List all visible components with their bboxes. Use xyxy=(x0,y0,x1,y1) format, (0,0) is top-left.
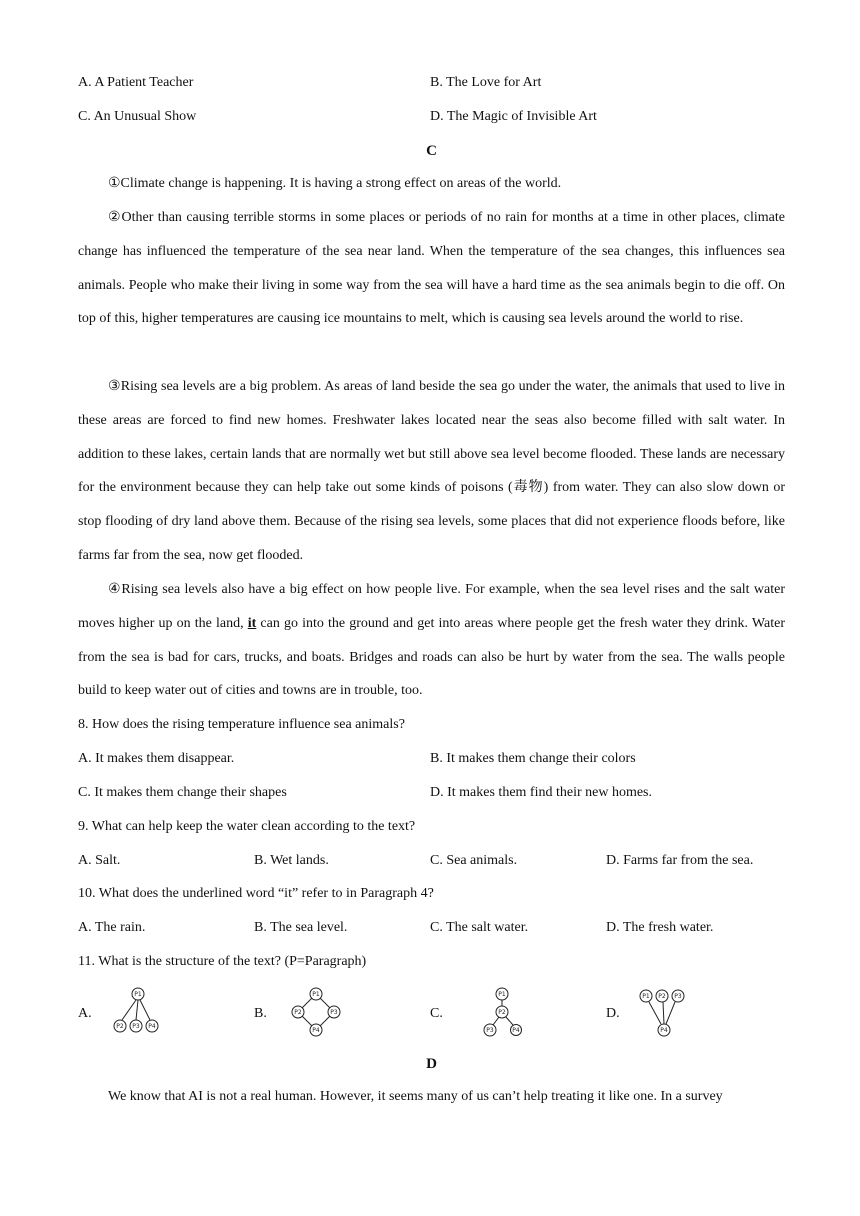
q8-option-c: C. It makes them change their shapes xyxy=(78,785,287,800)
q9-option-c: C. Sea animals. xyxy=(430,853,518,868)
q11-option-a-label: A. xyxy=(78,1006,92,1021)
svg-text:P1: P1 xyxy=(312,991,320,998)
paragraph-4-start: ④Rising sea levels also have a big effect on how people live. For example, when the sea level rises and the salt water moves higher up on the land, xyxy=(78,582,785,631)
prev-options-row-1 xyxy=(78,73,785,93)
svg-text:P3: P3 xyxy=(674,993,682,1000)
section-c-paragraph-2: ②Other than causing terrible storms in some places or periods of no rain for months at a time in other places, climate change has influenced the temperature of the sea near land. When the temperature of the sea changes, this influences sea animals. People who make their living in some way from the sea will have a hard time as the sea animals begin to die off. On top of this, higher temperatures are causing ice mountains to melt, which is causing sea levels around the world to rise. xyxy=(78,210,785,327)
svg-text:P2: P2 xyxy=(498,1009,506,1016)
svg-text:P2: P2 xyxy=(294,1009,302,1016)
section-c-paragraph-3: ③Rising sea levels are a big problem. As areas of land beside the sea go under the water, the animals that used to live in these areas are forced to find new homes. Freshwater lakes located near the seas also become filled with salt water. In addition to these lakes, certain lands that are normally wet but still above sea level become flooded. These lands are necessary for the environment because they can help take out some kinds of poisons (毒物) from water. They can also slow down or stop flooding of dry land above them. Because of the rising sea levels, some places that did not experience floods before, like farms far from the sea, now get flooded. xyxy=(78,379,785,563)
q11-option-b-label: B. xyxy=(254,1006,267,1021)
q10-option-b: B. The sea level. xyxy=(254,920,348,935)
svg-text:P4: P4 xyxy=(660,1027,668,1034)
question-11: 11. What is the structure of the text? (P=Paragraph) xyxy=(78,954,367,969)
svg-text:P3: P3 xyxy=(330,1009,338,1016)
q10-option-a: A. The rain. xyxy=(78,920,146,935)
svg-text:P3: P3 xyxy=(132,1023,140,1030)
q9-options xyxy=(78,851,785,871)
q8-options-row-2 xyxy=(78,783,785,803)
question-10: 10. What does the underlined word “it” refer to in Paragraph 4? xyxy=(78,886,434,901)
q10-option-d: D. The fresh water. xyxy=(606,920,714,935)
svg-text:P4: P4 xyxy=(512,1027,520,1034)
structure-diagram-b xyxy=(286,984,346,1042)
prev-options-row-2 xyxy=(78,107,785,127)
svg-text:P4: P4 xyxy=(312,1027,320,1034)
option-b: B. The Love for Art xyxy=(430,75,542,90)
svg-text:P1: P1 xyxy=(642,993,650,1000)
option-a: A. A Patient Teacher xyxy=(78,75,194,90)
section-c-paragraph-4 xyxy=(78,573,785,708)
section-c-paragraph-1: ①Climate change is happening. It is having a strong effect on areas of the world. xyxy=(108,176,562,191)
q10-option-c: C. The salt water. xyxy=(430,920,529,935)
q11-option-d-label: D. xyxy=(606,1006,620,1021)
question-8: 8. How does the rising temperature influence sea animals? xyxy=(78,717,405,732)
svg-text:P1: P1 xyxy=(498,991,506,998)
paragraph-4-end: can go into the ground and get into areas where people get the fresh water they drink. Water from the sea is bad for cars, trucks, and boats. Bridges and roads can also be hurt by water from the sea. The walls people build to keep water out of cities and towns are in trouble, too. xyxy=(78,615,785,699)
q8-options-row-1 xyxy=(78,749,785,769)
question-9: 9. What can help keep the water clean according to the text? xyxy=(78,819,416,834)
q8-option-b: B. It makes them change their colors xyxy=(430,751,636,766)
q10-options xyxy=(78,918,785,938)
option-d: D. The Magic of Invisible Art xyxy=(430,109,597,124)
q8-option-a: A. It makes them disappear. xyxy=(78,751,235,766)
structure-diagram-c xyxy=(462,984,522,1042)
q9-option-a: A. Salt. xyxy=(78,853,121,868)
svg-text:P2: P2 xyxy=(658,993,666,1000)
section-d-heading: D xyxy=(426,1056,437,1072)
q9-option-b: B. Wet lands. xyxy=(254,853,329,868)
q11-option-c-label: C. xyxy=(430,1006,443,1021)
q11-options xyxy=(78,984,785,1044)
q8-option-d: D. It makes them find their new homes. xyxy=(430,785,653,800)
svg-text:P4: P4 xyxy=(148,1023,156,1030)
structure-diagram-d xyxy=(638,984,698,1042)
q9-option-d: D. Farms far from the sea. xyxy=(606,853,754,868)
svg-text:P1: P1 xyxy=(134,991,142,998)
svg-text:P2: P2 xyxy=(116,1023,124,1030)
structure-diagram-a xyxy=(110,984,170,1042)
svg-text:P3: P3 xyxy=(486,1027,494,1034)
section-d-paragraph-1: We know that AI is not a real human. However, it seems many of us can’t help treating it like one. In a survey xyxy=(108,1089,723,1104)
section-c-heading: C xyxy=(426,143,437,159)
option-c: C. An Unusual Show xyxy=(78,109,197,124)
underlined-word: it xyxy=(247,615,257,631)
